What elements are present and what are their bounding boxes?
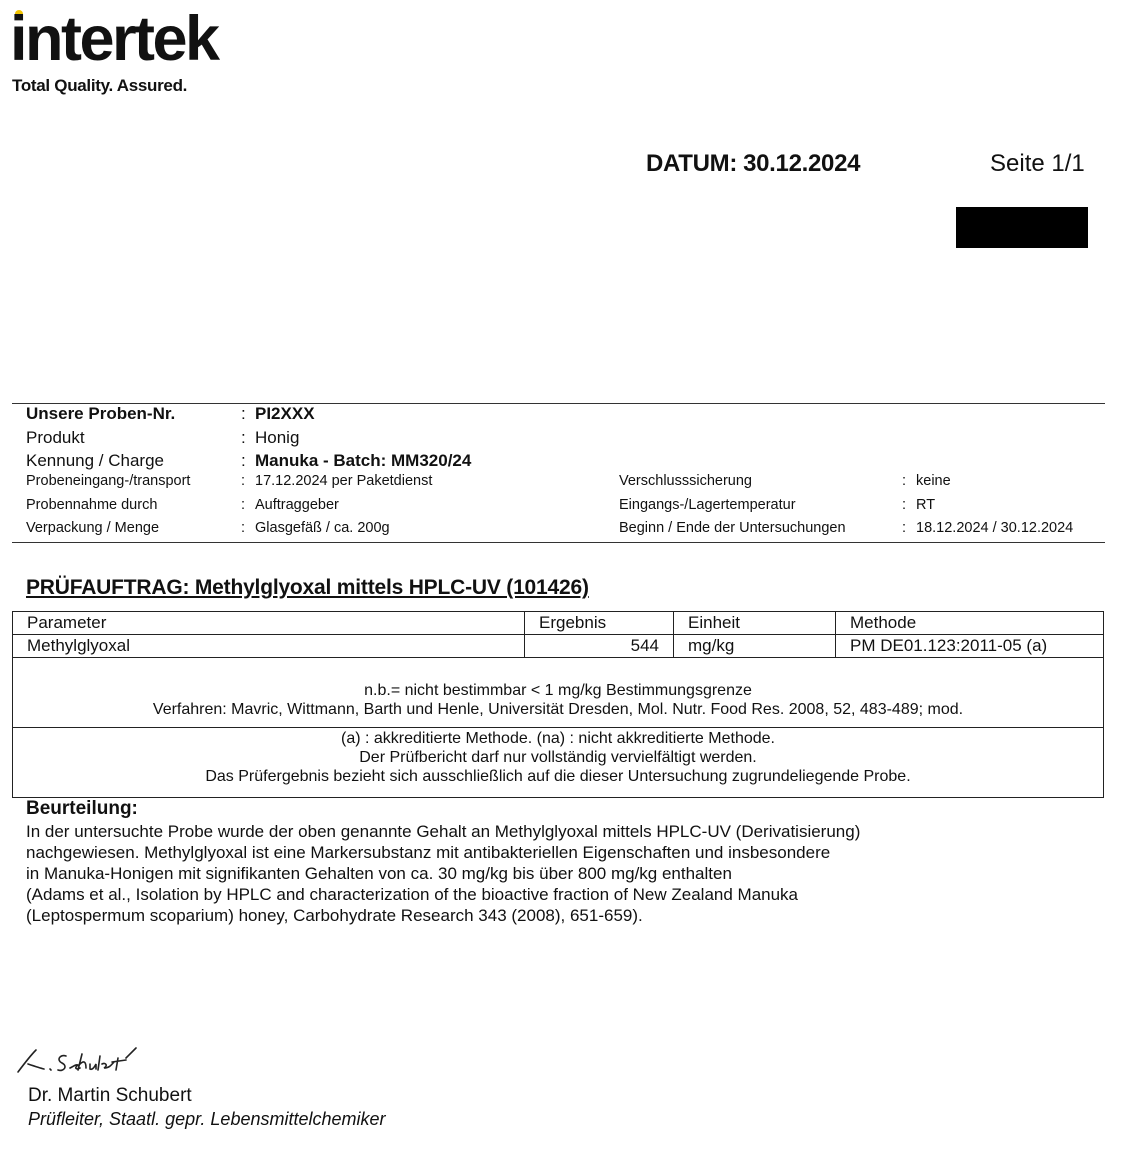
assessment-line: nachgewiesen. Methylglyoxal ist eine Markersubstanz mit antibakteriellen Eigenschaften und insbesondere <box>26 843 831 862</box>
packaging-value: Glasgefäß / ca. 200g <box>255 520 390 536</box>
storage-temp-label: Eingangs-/Lagertemperatur <box>619 497 796 513</box>
results-table <box>12 611 1104 658</box>
signatory-role: Prüfleiter, Staatl. gepr. Lebensmittelchemiker <box>28 1109 386 1129</box>
separator: : <box>241 497 246 513</box>
product-label: Produkt <box>26 428 85 447</box>
handwritten-signature <box>14 1042 144 1078</box>
divider <box>12 542 1105 543</box>
batch-label: Kennung / Charge <box>26 451 164 470</box>
accreditation-note: (a) : akkreditierte Methode. (na) : nicht akkreditierte Methode. <box>341 730 775 747</box>
assessment-title: Beurteilung: <box>26 798 138 819</box>
sample-number-label: Unsere Proben-Nr. <box>26 404 176 423</box>
storage-temp-value: RT <box>916 497 936 513</box>
scope-note: Das Prüfergebnis bezieht sich ausschließlich auf die dieser Untersuchung zugrundeliegende Probe. <box>205 768 911 785</box>
product-value: Honig <box>255 428 300 447</box>
column-header-result: Ergebnis <box>525 612 674 635</box>
seal-label: Verschlusssicherung <box>619 473 752 489</box>
procedure-note: Verfahren: Mavric, Wittmann, Barth und Henle, Universität Dresden, Mol. Nutr. Food Res. 2008, 52, 483-489; mod. <box>152 701 964 718</box>
sampling-value: Auftraggeber <box>255 497 339 513</box>
disclaimer-box <box>12 727 1104 798</box>
separator: : <box>241 404 246 423</box>
detection-limit-note: n.b.= nicht bestimmbar < 1 mg/kg Bestimmungsgrenze <box>364 682 752 699</box>
page-number: Seite 1/1 <box>990 150 1085 177</box>
assessment-line: in Manuka-Honigen mit signifikanten Gehalten von ca. 30 mg/kg bis über 800 mg/kg enthalten <box>26 864 732 883</box>
signatory-name: Dr. Martin Schubert <box>28 1085 192 1106</box>
column-header-unit: Einheit <box>674 612 836 635</box>
sample-number-value: PI2XXX <box>255 404 315 423</box>
parameter-cell: Methylglyoxal <box>13 635 525 658</box>
separator: : <box>241 520 246 536</box>
sampling-label: Probennahme durch <box>26 497 158 513</box>
divider <box>12 403 1105 404</box>
batch-value: Manuka - Batch: MM320/24 <box>255 451 472 470</box>
logo-wordmark: intertek <box>10 4 218 74</box>
assessment-line: (Adams et al., Isolation by HPLC and characterization of the bioactive fraction of New Zealand Manuka <box>26 885 799 904</box>
test-order-heading: PRÜFAUFTRAG: Methylglyoxal mittels HPLC-UV (101426) <box>26 576 589 599</box>
table-row <box>13 635 1104 658</box>
date-value: 30.12.2024 <box>743 150 861 177</box>
receipt-label: Probeneingang-/transport <box>26 473 191 489</box>
separator: : <box>902 520 907 536</box>
date-label: DATUM: <box>646 150 738 177</box>
assessment-text <box>26 821 1006 926</box>
method-note-box <box>12 657 1104 728</box>
assessment-line: (Leptospermum scoparium) honey, Carbohydrate Research 343 (2008), 651-659). <box>26 906 643 925</box>
unit-cell: mg/kg <box>674 635 836 658</box>
separator: : <box>241 473 246 489</box>
seal-value: keine <box>916 473 951 489</box>
assessment-line: In der untersuchte Probe wurde der oben genannte Gehalt an Methylglyoxal mittels HPLC-UV (Derivatisierung) <box>26 822 861 841</box>
separator: : <box>902 497 907 513</box>
logo-tagline: Total Quality. Assured. <box>12 76 188 95</box>
receipt-value: 17.12.2024 per Paketdienst <box>255 473 433 489</box>
result-cell: 544 <box>525 635 674 658</box>
separator: : <box>241 428 246 447</box>
report-date <box>646 150 860 178</box>
column-header-parameter: Parameter <box>13 612 525 635</box>
method-cell: PM DE01.123:2011-05 (a) <box>836 635 1104 658</box>
test-period-value: 18.12.2024 / 30.12.2024 <box>916 520 1074 536</box>
packaging-label: Verpackung / Menge <box>26 520 160 536</box>
separator: : <box>241 451 246 470</box>
table-header-row <box>13 612 1104 635</box>
test-period-label: Beginn / Ende der Untersuchungen <box>619 520 846 536</box>
redaction-box <box>956 207 1088 248</box>
column-header-method: Methode <box>836 612 1104 635</box>
separator: : <box>902 473 907 489</box>
copy-note: Der Prüfbericht darf nur vollständig vervielfältigt werden. <box>359 749 757 766</box>
